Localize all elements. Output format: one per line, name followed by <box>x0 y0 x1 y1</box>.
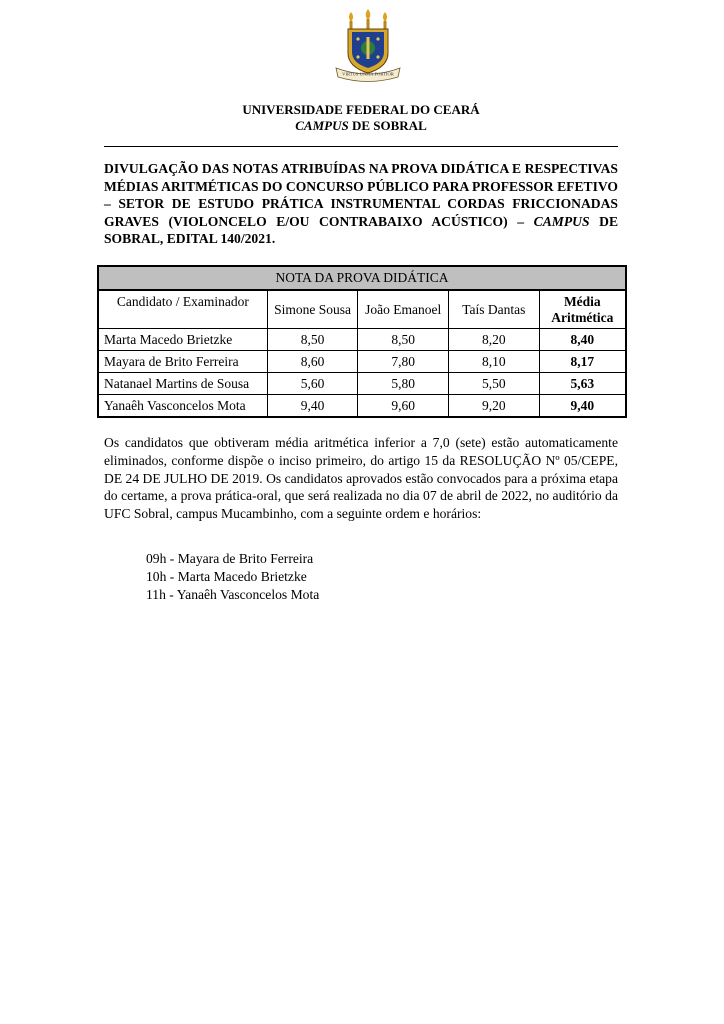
candidate-name: Mayara de Brito Ferreira <box>98 351 267 373</box>
score-cell: 5,80 <box>358 373 449 395</box>
campus-name: DE SOBRAL <box>351 118 427 133</box>
candidate-name: Yanaêh Vasconcelos Mota <box>98 395 267 418</box>
institution-header <box>100 102 622 134</box>
candidate-name: Natanael Martins de Sousa <box>98 373 267 395</box>
average-cell: 8,40 <box>539 329 626 351</box>
university-name: UNIVERSIDADE FEDERAL DO CEARÁ <box>242 102 480 117</box>
table-row <box>98 395 626 418</box>
list-item: 10h - Marta Macedo Brietzke <box>146 569 307 584</box>
table-row <box>98 373 626 395</box>
score-cell: 9,20 <box>449 395 540 418</box>
score-cell: 8,20 <box>449 329 540 351</box>
score-cell: 8,10 <box>449 351 540 373</box>
torch-icon-right <box>383 12 387 29</box>
title-main: DIVULGAÇÃO DAS NOTAS ATRIBUÍDAS NA PROVA DIDÁTICA E RESPECTIVAS MÉDIAS ARITMÉTICAS DO CONCURSO PÚBLICO PARA PROFESSOR EFETIVO – SETOR DE ESTUDO PRÁTICA INSTRUMENTAL CORDAS FRICCIONADAS GRAVES (VIOLONCELO E/OU CONTRABAIXO ACÚSTICO) – <box>104 161 618 229</box>
document-title <box>104 160 618 248</box>
eligibility-paragraph: Os candidatos que obtiveram média aritmética inferior a 7,0 (sete) estão automaticamente eliminados, conforme dispõe o inciso primeiro, do artigo 15 da RESOLUÇÃO Nº 05/CEPE, DE 24 DE JULHO DE 2019. Os candidatos aprovados estão convocados para a próxima etapa do certame, a prova prática-oral, que será realizada no dia 07 de abril de 2022, no auditório da UFC Sobral, campus Mucambinho, com a seguinte ordem e horários: <box>104 435 618 522</box>
score-cell: 8,50 <box>267 329 358 351</box>
column-header-average: Média Aritmética <box>539 290 626 329</box>
table-row <box>98 329 626 351</box>
title-tail: DE SOBRAL, EDITAL 140/2021. <box>104 213 619 246</box>
title-campus-word: CAMPUS <box>533 213 590 229</box>
column-header-examiner-3: Taís Dantas <box>449 290 540 329</box>
table-banner: NOTA DA PROVA DIDÁTICA <box>98 266 626 290</box>
campus-line <box>100 118 622 134</box>
torch-icon-left <box>349 12 353 29</box>
score-cell: 8,60 <box>267 351 358 373</box>
ufc-crest-logo <box>331 8 405 84</box>
average-cell: 9,40 <box>539 395 626 418</box>
candidate-name: Marta Macedo Brietzke <box>98 329 267 351</box>
table-header-row <box>98 290 626 329</box>
torch-icon-center <box>366 9 371 29</box>
crest-motto-text: VIRTUS UNITA FORTIOR <box>342 71 394 77</box>
score-cell: 8,50 <box>358 329 449 351</box>
schedule-list <box>146 550 319 604</box>
score-cell: 5,50 <box>449 373 540 395</box>
shield-icon <box>348 29 388 73</box>
column-header-examiner-1: Simone Sousa <box>267 290 358 329</box>
score-cell: 7,80 <box>358 351 449 373</box>
score-cell: 5,60 <box>267 373 358 395</box>
average-cell: 8,17 <box>539 351 626 373</box>
header-divider <box>104 146 618 147</box>
list-item: 11h - Yanaêh Vasconcelos Mota <box>146 587 320 602</box>
list-item: 09h - Mayara de Brito Ferreira <box>146 551 314 566</box>
score-cell: 9,40 <box>267 395 358 418</box>
table-row <box>98 351 626 373</box>
column-header-examiner-2: João Emanoel <box>358 290 449 329</box>
campus-word: CAMPUS <box>295 118 349 133</box>
table-banner-row <box>98 266 626 290</box>
score-cell: 9,60 <box>358 395 449 418</box>
average-cell: 5,63 <box>539 373 626 395</box>
grades-table <box>97 265 627 418</box>
column-header-candidate: Candidato / Examinador <box>98 290 267 329</box>
